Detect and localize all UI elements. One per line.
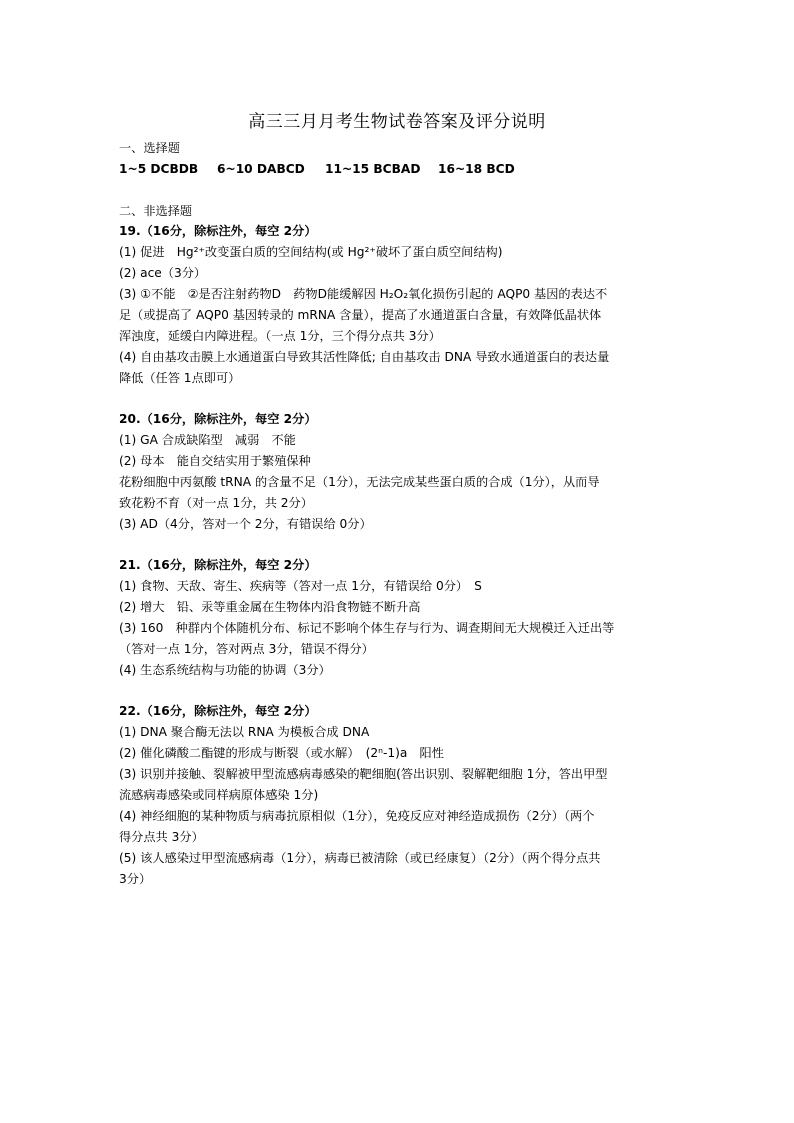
choice-answer: 6~10 DABCD bbox=[217, 162, 305, 176]
answer-line: (2) 母本 能自交结实用于繁殖保种 bbox=[119, 454, 311, 468]
answer-line: 浑浊度，延缓白内障进程。（一点 1分，三个得分点共 3分） bbox=[119, 329, 441, 343]
answer-line: (4) 生态系统结构与功能的协调（3分） bbox=[119, 663, 331, 677]
question-heading: 22.（16分，除标注外，每空 2分） bbox=[119, 704, 317, 718]
answer-line: 花粉细胞中丙氨酸 tRNA 的含量不足（1分），无法完成某些蛋白质的合成（1分），从而导 bbox=[119, 475, 600, 489]
question-heading: 19.（16分，除标注外，每空 2分） bbox=[119, 224, 317, 238]
answer-line: (2) ace（3分） bbox=[119, 266, 207, 280]
answer-line: (1) DNA 聚合酶无法以 RNA 为模板合成 DNA bbox=[119, 725, 370, 739]
question-heading: 21.（16分，除标注外，每空 2分） bbox=[119, 558, 317, 572]
answer-line: (4) 自由基攻击膜上水通道蛋白导致其活性降低; 自由基攻击 DNA 导致水通道蛋白的表达量 bbox=[119, 350, 610, 364]
answer-line: (3) 识别并接触、裂解被甲型流感病毒感染的靶细胞(答出识别、裂解靶细胞 1分，答出甲型 bbox=[119, 767, 608, 781]
answer-line: 足（或提高了 AQP0 基因转录的 mRNA 含量），提高了水通道蛋白含量，有效降低晶状体 bbox=[119, 308, 602, 322]
answer-line: (4) 神经细胞的某种物质与病毒抗原相似（1分），免疫反应对神经造成损伤（2分）（两个 bbox=[119, 809, 595, 823]
answer-line: 3分） bbox=[119, 872, 152, 886]
section-heading-choice: 一、选择题 bbox=[119, 141, 180, 155]
choice-answers-row bbox=[119, 159, 681, 180]
choice-answer: 16~18 BCD bbox=[438, 162, 515, 176]
answer-line: (1) GA 合成缺陷型 减弱 不能 bbox=[119, 433, 296, 447]
choice-answer: 11~15 BCBAD bbox=[325, 162, 421, 176]
answer-line: 得分点共 3分） bbox=[119, 830, 204, 844]
answer-line: (5) 该人感染过甲型流感病毒（1分），病毒已被清除（或已经康复）（2分）（两个得分点共 bbox=[119, 851, 601, 865]
section-heading-nonchoice: 二、非选择题 bbox=[119, 204, 193, 218]
answer-line: (2) 催化磷酸二酯键的形成与断裂（或水解） (2ⁿ-1)a 阳性 bbox=[119, 746, 444, 760]
answer-line: (1) 食物、天敌、寄生、疾病等（答对一点 1分，有错误给 0分） S bbox=[119, 579, 482, 593]
answer-line: 流感病毒感染或同样病原体感染 1分) bbox=[119, 788, 319, 802]
answer-line: (3) AD（4分，答对一个 2分，有错误给 0分） bbox=[119, 517, 372, 531]
choice-answer: 1~5 DCBDB bbox=[119, 162, 199, 176]
answer-line: 致花粉不育（对一点 1分，共 2分） bbox=[119, 496, 313, 510]
answer-line: 降低（任答 1点即可） bbox=[119, 371, 241, 385]
page-title: 高三三月月考生物试卷答案及评分说明 bbox=[248, 112, 546, 132]
answer-line: (2) 增大 铅、汞等重金属在生物体内沿食物链不断升高 bbox=[119, 600, 421, 614]
question-heading: 20.（16分，除标注外，每空 2分） bbox=[119, 412, 317, 426]
answer-line: （答对一点 1分，答对两点 3分，错误不得分） bbox=[119, 642, 374, 656]
answer-line: (3) ①不能 ②是否注射药物D 药物D能缓解因 H₂O₂氧化损伤引起的 AQP0 基因的表达不 bbox=[119, 287, 608, 301]
answer-line: (1) 促进 Hg²⁺改变蛋白质的空间结构(或 Hg²⁺破坏了蛋白质空间结构) bbox=[119, 245, 503, 259]
answer-line: (3) 160 种群内个体随机分布、标记不影响个体生存与行为、调查期间无大规模迁入迁出等 bbox=[119, 621, 615, 635]
